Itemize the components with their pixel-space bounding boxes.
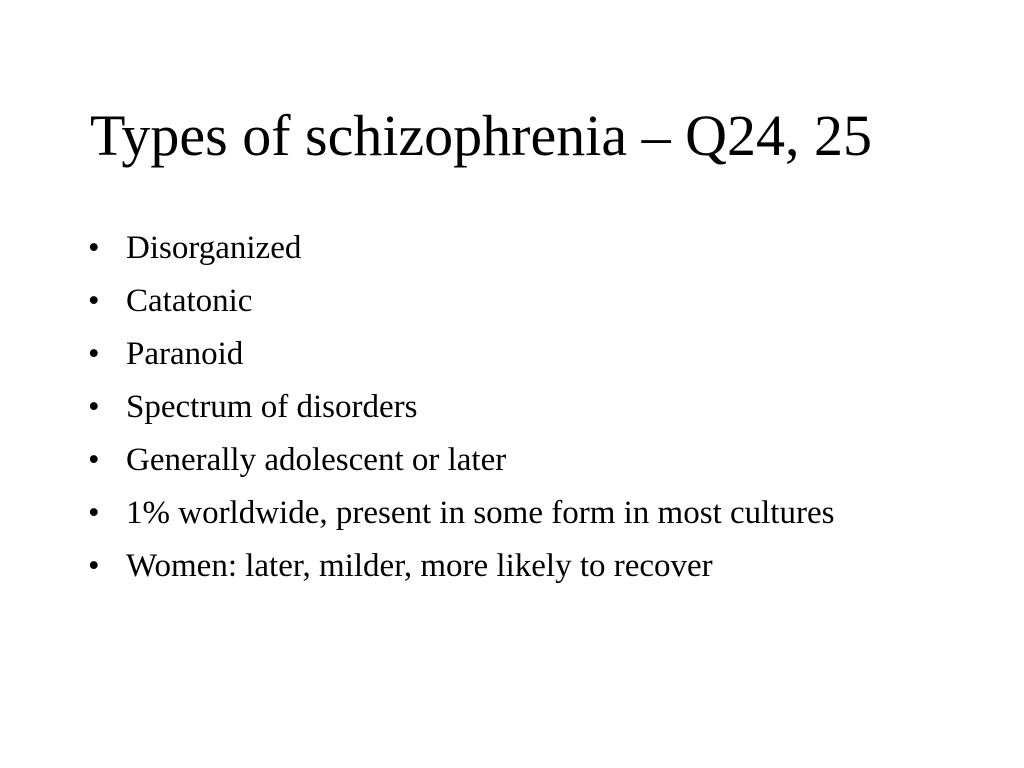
bullet-item-prevalence xyxy=(88,493,888,533)
bullet-text: Women: later, milder, more likely to recover xyxy=(126,548,713,584)
slide-title: Types of schizophrenia – Q24, 25 xyxy=(90,103,872,168)
bullet-item-onset xyxy=(88,440,888,480)
bullet-item-catatonic xyxy=(88,281,888,321)
bullet-marker: • xyxy=(88,442,100,478)
bullet-item-spectrum xyxy=(88,387,888,427)
bullet-marker: • xyxy=(88,495,100,531)
bullet-marker: • xyxy=(88,336,100,372)
bullet-item-disorganized xyxy=(88,228,888,268)
bullet-item-women xyxy=(88,546,888,586)
bullet-text: Spectrum of disorders xyxy=(126,389,418,425)
bullet-text: Catatonic xyxy=(126,283,253,319)
bullet-marker: • xyxy=(88,548,100,584)
bullet-text: Disorganized xyxy=(126,230,302,266)
bullet-marker: • xyxy=(88,283,100,319)
bullet-item-paranoid xyxy=(88,334,888,374)
bullet-text: Paranoid xyxy=(126,336,244,372)
bullet-text: 1% worldwide, present in some form in most cultures xyxy=(126,495,835,531)
bullet-marker: • xyxy=(88,389,100,425)
bullet-marker: • xyxy=(88,230,100,266)
bullet-list xyxy=(88,228,888,599)
bullet-text: Generally adolescent or later xyxy=(126,442,507,478)
